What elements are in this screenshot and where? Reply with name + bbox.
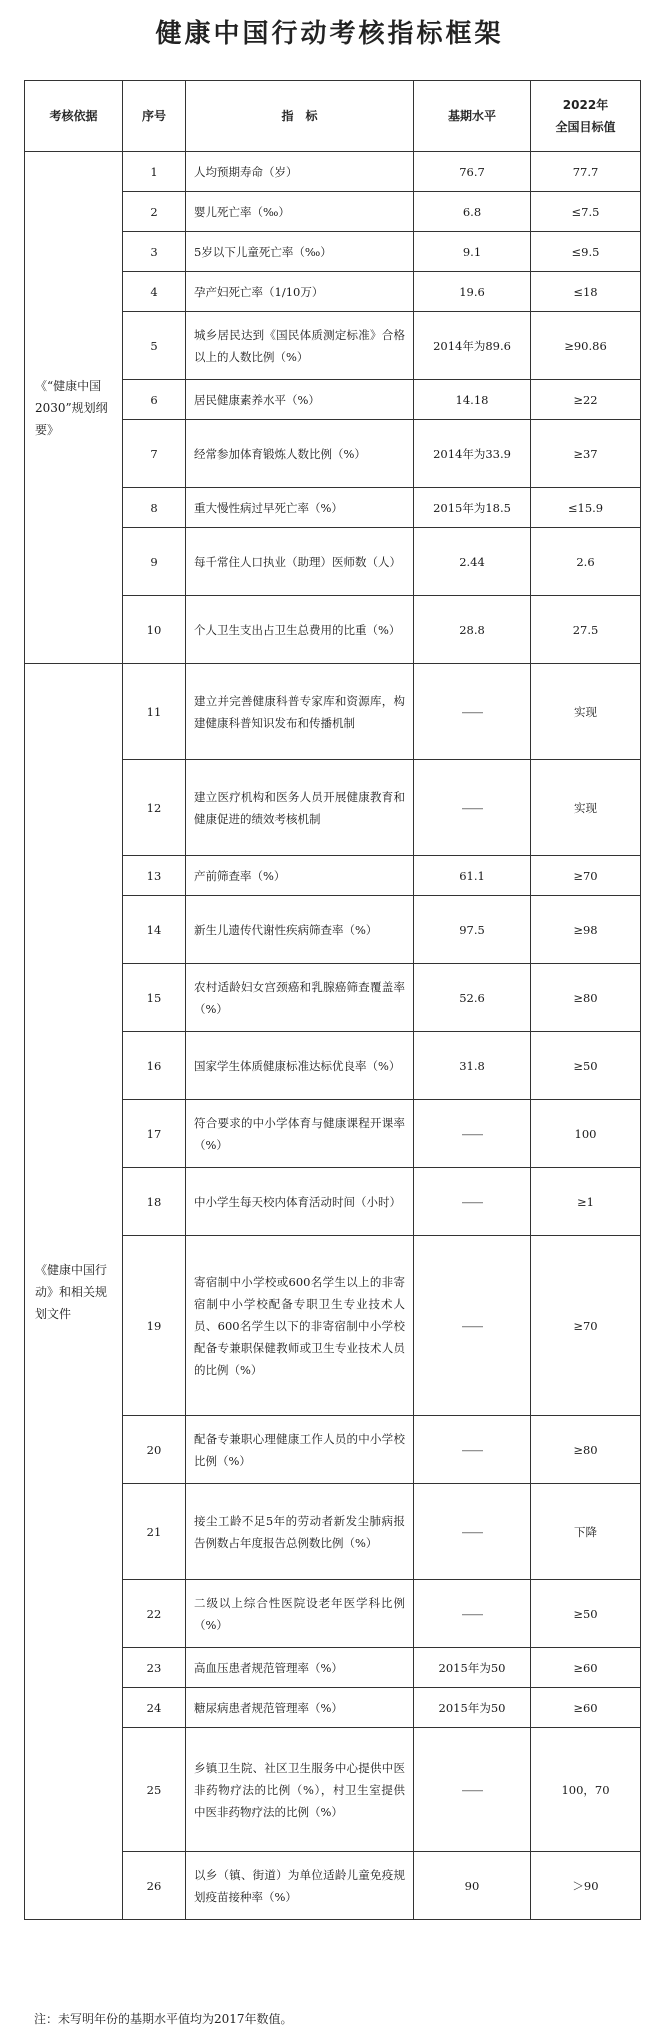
target-cell: ＞90 <box>531 1852 641 1920</box>
indicator-cell: 乡镇卫生院、社区卫生服务中心提供中医非药物疗法的比例（%），村卫生室提供中医非药物疗法的比例（%） <box>186 1728 414 1852</box>
no-cell: 18 <box>123 1168 186 1236</box>
indicator-cell: 符合要求的中小学体育与健康课程开课率（%） <box>186 1100 414 1168</box>
header-no: 序号 <box>123 81 186 152</box>
indicator-cell: 城乡居民达到《国民体质测定标准》合格以上的人数比例（%） <box>186 312 414 380</box>
target-cell: ≥60 <box>531 1648 641 1688</box>
no-cell: 23 <box>123 1648 186 1688</box>
baseline-cell: 2014年为89.6 <box>414 312 531 380</box>
indicator-cell: 重大慢性病过早死亡率（%） <box>186 488 414 528</box>
baseline-cell: —— <box>414 760 531 856</box>
target-cell: ≥80 <box>531 1416 641 1484</box>
header-basis: 考核依据 <box>25 81 123 152</box>
indicator-cell: 国家学生体质健康标准达标优良率（%） <box>186 1032 414 1100</box>
header-baseline: 基期水平 <box>414 81 531 152</box>
baseline-cell: —— <box>414 664 531 760</box>
no-cell: 5 <box>123 312 186 380</box>
table-body <box>25 152 641 1920</box>
target-cell: 下降 <box>531 1484 641 1580</box>
no-cell: 1 <box>123 152 186 192</box>
baseline-cell: —— <box>414 1416 531 1484</box>
baseline-cell: 19.6 <box>414 272 531 312</box>
footnote: 注：未写明年份的基期水平值均为2017年数值。 <box>34 2012 293 2026</box>
target-cell: 77.7 <box>531 152 641 192</box>
baseline-cell: 14.18 <box>414 380 531 420</box>
indicator-cell: 经常参加体育锻炼人数比例（%） <box>186 420 414 488</box>
no-cell: 9 <box>123 528 186 596</box>
indicator-cell: 5岁以下儿童死亡率（‰） <box>186 232 414 272</box>
header-indicator: 指 标 <box>186 81 414 152</box>
no-cell: 19 <box>123 1236 186 1416</box>
no-cell: 7 <box>123 420 186 488</box>
baseline-cell: 2.44 <box>414 528 531 596</box>
no-cell: 20 <box>123 1416 186 1484</box>
header-target-year: 2022年 <box>562 98 609 112</box>
baseline-cell: 52.6 <box>414 964 531 1032</box>
baseline-cell: —— <box>414 1168 531 1236</box>
no-cell: 4 <box>123 272 186 312</box>
target-cell: 实现 <box>531 664 641 760</box>
no-cell: 21 <box>123 1484 186 1580</box>
basis-cell: 《“健康中国2030”规划纲要》 <box>25 152 123 664</box>
header-target <box>531 81 641 152</box>
target-cell: ≤18 <box>531 272 641 312</box>
target-cell: 实现 <box>531 760 641 856</box>
table-row <box>25 152 641 192</box>
baseline-cell: 2015年为18.5 <box>414 488 531 528</box>
target-cell: ≥50 <box>531 1580 641 1648</box>
target-cell: 27.5 <box>531 596 641 664</box>
no-cell: 2 <box>123 192 186 232</box>
baseline-cell: —— <box>414 1100 531 1168</box>
no-cell: 3 <box>123 232 186 272</box>
no-cell: 8 <box>123 488 186 528</box>
baseline-cell: —— <box>414 1484 531 1580</box>
target-cell: ≥1 <box>531 1168 641 1236</box>
no-cell: 11 <box>123 664 186 760</box>
indicator-cell: 糖尿病患者规范管理率（%） <box>186 1688 414 1728</box>
indicator-cell: 农村适龄妇女宫颈癌和乳腺癌筛查覆盖率（%） <box>186 964 414 1032</box>
target-cell: ≤7.5 <box>531 192 641 232</box>
indicator-cell: 建立医疗机构和医务人员开展健康教育和健康促进的绩效考核机制 <box>186 760 414 856</box>
target-cell: ≥98 <box>531 896 641 964</box>
indicator-table <box>24 80 641 1920</box>
baseline-cell: —— <box>414 1580 531 1648</box>
baseline-cell: 2015年为50 <box>414 1648 531 1688</box>
target-cell: ≥37 <box>531 420 641 488</box>
indicator-cell: 接尘工龄不足5年的劳动者新发尘肺病报告例数占年度报告总例数比例（%） <box>186 1484 414 1580</box>
baseline-cell: 6.8 <box>414 192 531 232</box>
basis-cell: 《健康中国行动》和相关规划文件 <box>25 664 123 1920</box>
target-cell: ≥50 <box>531 1032 641 1100</box>
indicator-cell: 以乡（镇、街道）为单位适龄儿童免疫规划疫苗接种率（%） <box>186 1852 414 1920</box>
target-cell: ≥22 <box>531 380 641 420</box>
baseline-cell: 2014年为33.9 <box>414 420 531 488</box>
no-cell: 6 <box>123 380 186 420</box>
indicator-cell: 个人卫生支出占卫生总费用的比重（%） <box>186 596 414 664</box>
baseline-cell: 31.8 <box>414 1032 531 1100</box>
target-cell: 2.6 <box>531 528 641 596</box>
page-title: 健康中国行动考核指标框架 <box>155 19 504 49</box>
no-cell: 22 <box>123 1580 186 1648</box>
indicator-cell: 高血压患者规范管理率（%） <box>186 1648 414 1688</box>
no-cell: 24 <box>123 1688 186 1728</box>
no-cell: 14 <box>123 896 186 964</box>
baseline-cell: 90 <box>414 1852 531 1920</box>
baseline-cell: 9.1 <box>414 232 531 272</box>
indicator-cell: 人均预期寿命（岁） <box>186 152 414 192</box>
no-cell: 12 <box>123 760 186 856</box>
baseline-cell: 97.5 <box>414 896 531 964</box>
no-cell: 26 <box>123 1852 186 1920</box>
baseline-cell: 76.7 <box>414 152 531 192</box>
indicator-cell: 产前筛查率（%） <box>186 856 414 896</box>
indicator-cell: 孕产妇死亡率（1/10万） <box>186 272 414 312</box>
baseline-cell: 28.8 <box>414 596 531 664</box>
indicator-cell: 每千常住人口执业（助理）医师数（人） <box>186 528 414 596</box>
target-cell: ≥80 <box>531 964 641 1032</box>
table-row <box>25 664 641 760</box>
indicator-cell: 中小学生每天校内体育活动时间（小时） <box>186 1168 414 1236</box>
target-cell: ≤15.9 <box>531 488 641 528</box>
indicator-cell: 配备专兼职心理健康工作人员的中小学校比例（%） <box>186 1416 414 1484</box>
indicator-cell: 居民健康素养水平（%） <box>186 380 414 420</box>
no-cell: 15 <box>123 964 186 1032</box>
target-cell: ≥90.86 <box>531 312 641 380</box>
header-target-label: 全国目标值 <box>555 120 616 134</box>
indicator-cell: 寄宿制中小学校或600名学生以上的非寄宿制中小学校配备专职卫生专业技术人员、600名学生以下的非寄宿制中小学校配备专兼职保健教师或卫生专业技术人员的比例（%） <box>186 1236 414 1416</box>
target-cell: ≥60 <box>531 1688 641 1728</box>
indicator-cell: 二级以上综合性医院设老年医学科比例（%） <box>186 1580 414 1648</box>
baseline-cell: 2015年为50 <box>414 1688 531 1728</box>
target-cell: 100，70 <box>531 1728 641 1852</box>
table-header-row <box>25 81 641 152</box>
baseline-cell: —— <box>414 1236 531 1416</box>
target-cell: ≥70 <box>531 856 641 896</box>
indicator-cell: 新生儿遗传代谢性疾病筛查率（%） <box>186 896 414 964</box>
target-cell: 100 <box>531 1100 641 1168</box>
indicator-cell: 建立并完善健康科普专家库和资源库，构建健康科普知识发布和传播机制 <box>186 664 414 760</box>
no-cell: 10 <box>123 596 186 664</box>
no-cell: 17 <box>123 1100 186 1168</box>
no-cell: 13 <box>123 856 186 896</box>
no-cell: 16 <box>123 1032 186 1100</box>
no-cell: 25 <box>123 1728 186 1852</box>
baseline-cell: 61.1 <box>414 856 531 896</box>
target-cell: ≤9.5 <box>531 232 641 272</box>
target-cell: ≥70 <box>531 1236 641 1416</box>
indicator-cell: 婴儿死亡率（‰） <box>186 192 414 232</box>
baseline-cell: —— <box>414 1728 531 1852</box>
